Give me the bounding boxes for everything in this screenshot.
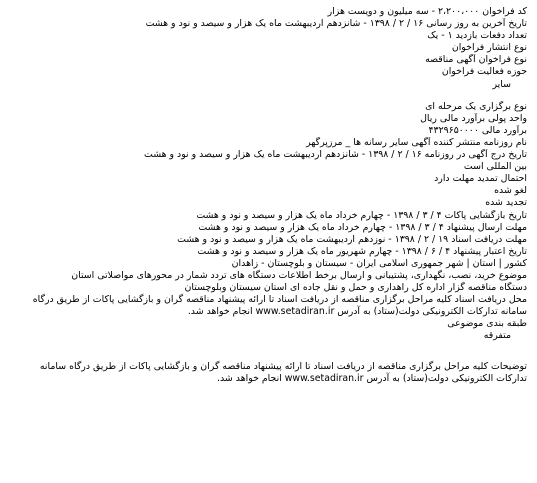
proposal-deadline: مهلت ارسال پیشنهاد ۴ / ۳ / ۱۳۹۸ - چهارم خرداد ماه یک هزار و سیصد و نود و هشت bbox=[198, 221, 527, 233]
documents-location: محل دریافت اسناد کلیه مراحل برگزاری مناقصه از دریافت اسناد تا ارائه پیشنهاد مناقصه گران و بازگشایی پاکات از طریق درگاه سامانه تدارکات الکترونیکی دولت(ستاد) به آدرس www.setadiran.ir انجام خواهد شد. bbox=[32, 294, 527, 318]
activity-field-label: حوزه فعالیت فراخوان bbox=[441, 66, 527, 78]
publication-type: نوع انتشار فراخوان bbox=[451, 42, 527, 54]
tendering-organization: دستگاه مناقصه گزار اداره کل راهداری و حمل و نقل جاده ای استان سیستان وبلوچستان bbox=[184, 282, 527, 294]
description: توضیحات کلیه مراحل برگزاری مناقصه از دریافت اسناد تا ارائه پیشنهاد مناقصه گران و بازگشایی پاکات از طریق درگاه سامانه تدارکات الکترونیکی دولت(ستاد) به آدرس www.setadiran.ir انجام خواهد شد. bbox=[39, 360, 527, 384]
newspaper-date: تاریخ درج آگهی در روزنامه ۱۶ / ۲ / ۱۳۹۸ - شانزدهم اردیبهشت ماه یک هزار و سیصد و نود و هشت bbox=[144, 149, 527, 161]
subject-classification-value: متفرقه bbox=[483, 330, 511, 342]
subject: موضوع خرید، نصب، نگهداری، پشتیبانی و ارسال برخط اطلاعات دستگاه های تردد شمار در محورهای مواصلاتی استان bbox=[71, 269, 527, 281]
last-update-date: تاریخ آخرین به روز رسانی ۱۶ / ۲ / ۱۳۹۸ - شانزدهم اردیبهشت ماه یک هزار و سیصد و نود و هشت bbox=[145, 18, 527, 30]
financial-estimate: برآورد مالی ۴۳۲۹۶۵۰۰۰۰ bbox=[428, 124, 527, 136]
opening-date: تاریخ بازگشایی پاکات ۴ / ۳ / ۱۳۹۸ - چهارم خرداد ماه یک هزار و سیصد و نود و هشت bbox=[196, 209, 527, 221]
cancelled-status: لغو شده bbox=[494, 185, 527, 197]
tender-code: کد فراخوان ۲،۲۰۰،۰۰۰ - سه میلیون و دویست هزار bbox=[327, 6, 527, 17]
location: کشور | استان | شهر جمهوری اسلامی ایران - سیستان و بلوچستان - زاهدان bbox=[231, 257, 527, 269]
currency-unit: واحد پولی برآورد مالی ریال bbox=[420, 112, 527, 124]
extension-possibility: احتمال تمدید مهلت دارد bbox=[434, 173, 527, 185]
renewed-status: تجدید شده bbox=[485, 197, 527, 209]
international-status: بین المللی است bbox=[463, 161, 527, 173]
holding-type: نوع برگزاری یک مرحله ای bbox=[425, 100, 527, 112]
activity-field-value: سایر bbox=[492, 78, 511, 90]
call-type: نوع فراخوان آگهی مناقصه bbox=[425, 54, 527, 66]
view-count: تعداد دفعات بازدید ۱ - یک bbox=[427, 30, 527, 42]
documents-deadline: مهلت دریافت اسناد ۱۹ / ۲ / ۱۳۹۸ - نوزدهم اردیبهشت ماه یک هزار و سیصد و نود و هشت bbox=[177, 233, 527, 245]
newspaper-name: نام روزنامه منتشر کننده آگهی سایر رسانه ها _ مرزپرگهر bbox=[306, 136, 527, 148]
proposal-validity: تاریخ اعتبار پیشنهاد ۴ / ۶ / ۱۳۹۸ - چهارم شهریور ماه یک هزار و سیصد و نود و هشت bbox=[197, 245, 527, 257]
subject-classification-label: طبقه بندی موضوعی bbox=[447, 318, 527, 330]
